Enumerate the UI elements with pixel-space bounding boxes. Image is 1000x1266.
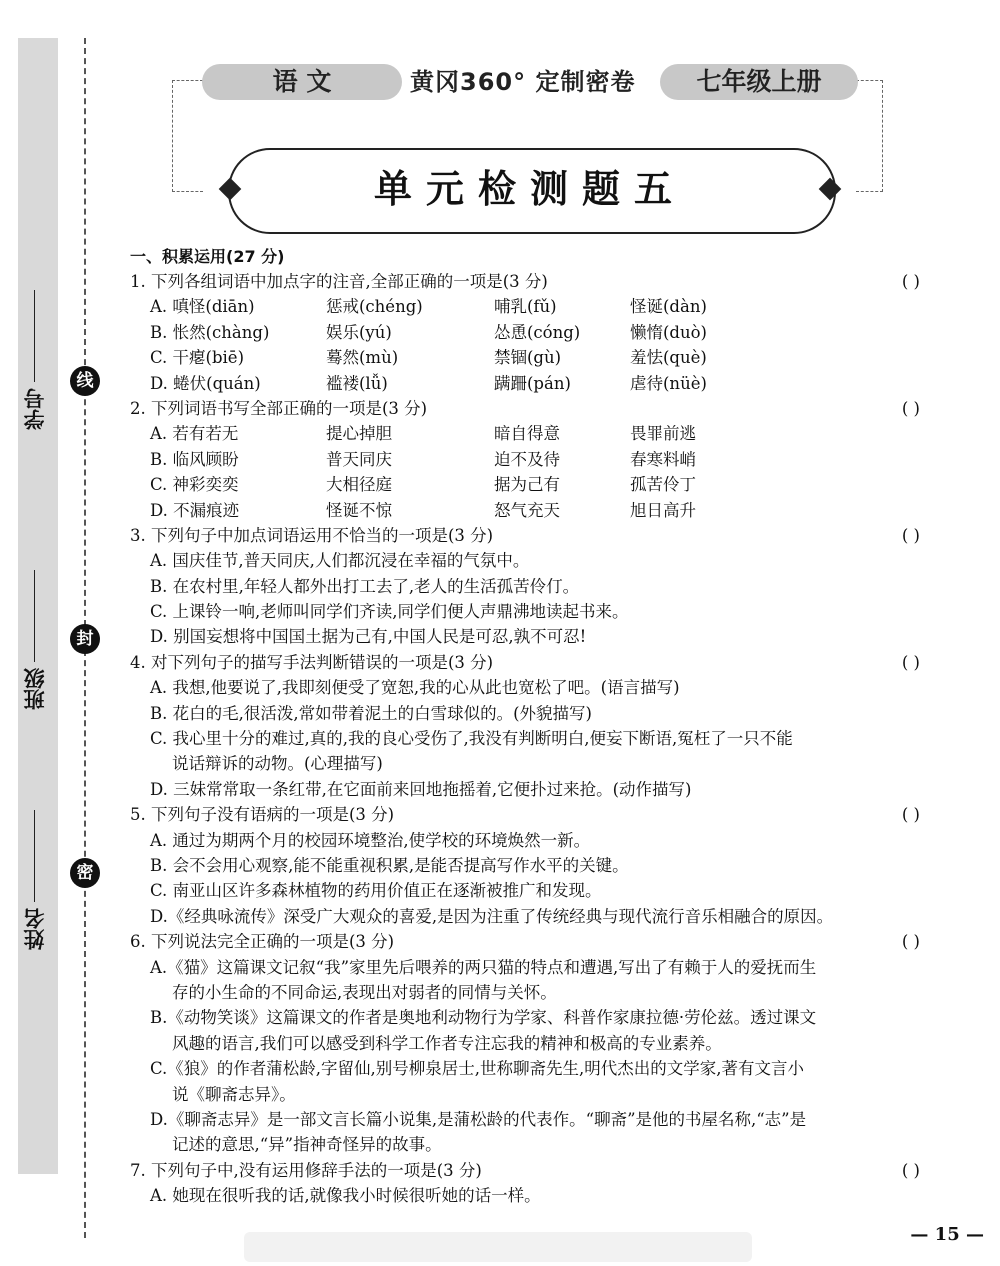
option-cell: 怒气充天 bbox=[494, 500, 560, 520]
section-title: 一、积累运用(27 分) bbox=[130, 247, 285, 266]
question-text: 3. 下列句子中加点词语运用不恰当的一项是(3 分) bbox=[130, 525, 494, 545]
option-line: D. 别国妄想将中国国土据为己有,中国人民是可忍,孰不可忍! bbox=[150, 627, 587, 647]
option-cell: 惩戒(chéng) bbox=[326, 297, 423, 317]
student-id-label: 学号 bbox=[23, 388, 47, 430]
option-cell: B. 怅然(chàng) bbox=[150, 322, 270, 342]
option-cell: 禁锢(gù) bbox=[494, 348, 562, 368]
option-line: B. 会不会用心观察,能不能重视积累,是能否提高写作水平的关键。 bbox=[150, 855, 629, 875]
option-line: C.《狼》的作者蒲松龄,字留仙,别号柳泉居士,世称聊斋先生,明代杰出的文学家,著有文言小 bbox=[150, 1059, 805, 1079]
question-text: 1. 下列各组词语中加点字的注音,全部正确的一项是(3 分) bbox=[130, 272, 548, 291]
option-line: B. 花白的毛,很活泼,常如带着泥土的白雪球似的。(外貌描写) bbox=[150, 703, 592, 723]
option-row bbox=[130, 371, 930, 396]
bottom-shade bbox=[244, 1232, 752, 1262]
option-cell: A. 若有若无 bbox=[150, 424, 239, 444]
seal-feng-icon: 封 bbox=[70, 624, 100, 654]
question-content bbox=[130, 244, 930, 1208]
option-cell: 大相径庭 bbox=[326, 475, 392, 495]
option-line: A. 通过为期两个月的校园环境整治,使学校的环境焕然一新。 bbox=[150, 830, 591, 850]
question-stem bbox=[130, 269, 930, 294]
option-line: D.《聊斋志异》是一部文言长篇小说集,是蒲松龄的代表作。“聊斋”是他的书屋名称,“志”是 bbox=[150, 1109, 807, 1129]
seal-xian-icon: 线 bbox=[70, 366, 100, 396]
option-row bbox=[130, 294, 930, 319]
question-stem bbox=[130, 396, 930, 421]
question-stem bbox=[130, 929, 930, 954]
answer-blank[interactable]: ( ) bbox=[901, 1160, 920, 1180]
question-list bbox=[130, 269, 930, 1208]
option-cell: 提心掉胆 bbox=[326, 424, 392, 444]
class-label: 班级 bbox=[23, 668, 47, 710]
page-number: — 15 — bbox=[910, 1224, 984, 1245]
option-continuation: 说《聊斋志异》。 bbox=[172, 1084, 296, 1104]
option-cell: 羞怯(què) bbox=[630, 348, 707, 368]
option-cell: 春寒料峭 bbox=[630, 449, 696, 469]
question-text: 2. 下列词语书写全部正确的一项是(3 分) bbox=[130, 398, 428, 418]
option-continuation: 记述的意思,“异”指神奇怪异的故事。 bbox=[172, 1135, 442, 1155]
option-cell: 畏罪前逃 bbox=[630, 424, 696, 444]
question-stem bbox=[130, 650, 930, 675]
option-cell: 蹒跚(pán) bbox=[494, 373, 571, 393]
name-label: 姓名 bbox=[23, 908, 47, 950]
option-cell: 虐待(nüè) bbox=[630, 373, 707, 393]
option-cell: 怪诞不惊 bbox=[326, 500, 392, 520]
option-continuation: 风趣的语言,我们可以感受到科学工作者专注忘我的精神和极高的专业素养。 bbox=[172, 1033, 722, 1053]
answer-blank[interactable]: ( ) bbox=[901, 805, 920, 825]
option-row bbox=[130, 421, 930, 446]
option-line: A. 她现在很听我的话,就像我小时候很听她的话一样。 bbox=[150, 1186, 541, 1206]
answer-blank[interactable]: ( ) bbox=[901, 932, 920, 952]
option-cell: 暗自得意 bbox=[494, 424, 560, 444]
option-cell: 怪诞(dàn) bbox=[630, 297, 707, 317]
option-cell: D. 不漏痕迹 bbox=[150, 500, 240, 520]
option-line: A. 我想,他要说了,我即刻便受了宽恕,我的心从此也宽松了吧。(语言描写) bbox=[150, 678, 680, 698]
option-line: B. 在农村里,年轻人都外出打工去了,老人的生活孤苦伶仃。 bbox=[150, 576, 580, 596]
option-line: C. 南亚山区许多森林植物的药用价值正在逐渐被推广和发现。 bbox=[150, 881, 602, 901]
option-line: B.《动物笑谈》这篇课文的作者是奥地利动物行为学家、科普作家康拉德·劳伦兹。透过课文 bbox=[150, 1008, 817, 1028]
option-row bbox=[130, 320, 930, 345]
header-bracket-left bbox=[172, 80, 203, 192]
student-id-field bbox=[20, 250, 56, 430]
brand-name: 黄冈360° 定制密卷 bbox=[410, 68, 636, 96]
question-stem bbox=[130, 523, 930, 548]
option-cell: 哺乳(fǔ) bbox=[494, 297, 557, 317]
question-stem bbox=[130, 802, 930, 827]
answer-blank[interactable]: ( ) bbox=[901, 652, 920, 672]
option-continuation: 存的小生命的不同命运,表现出对弱者的同情与关怀。 bbox=[172, 982, 557, 1002]
option-line: C. 上课铃一响,老师叫同学们齐读,同学们便人声鼎沸地读起书来。 bbox=[150, 602, 629, 622]
seal-mi-icon: 密 bbox=[70, 858, 100, 888]
option-cell: 怂恿(cóng) bbox=[494, 322, 581, 342]
option-cell: 据为己有 bbox=[494, 475, 560, 495]
grade-pill: 七年级上册 bbox=[660, 64, 858, 100]
page-title: 单元检测题五 bbox=[373, 166, 686, 211]
question-stem bbox=[130, 1158, 930, 1183]
answer-blank[interactable]: ( ) bbox=[901, 525, 920, 545]
class-field bbox=[20, 510, 56, 710]
header-bracket-right bbox=[856, 80, 883, 192]
option-row bbox=[130, 447, 930, 472]
question-text: 5. 下列句子没有语病的一项是(3 分) bbox=[130, 805, 395, 825]
option-cell: 迫不及待 bbox=[494, 449, 560, 469]
option-cell: A. 嗔怪(diān) bbox=[150, 297, 255, 317]
option-cell: 普天同庆 bbox=[326, 449, 392, 469]
option-cell: 旭日高升 bbox=[630, 500, 696, 520]
option-cell: C. 干瘪(biē) bbox=[150, 348, 245, 368]
answer-blank[interactable]: ( ) bbox=[901, 398, 920, 418]
option-cell: 蓦然(mù) bbox=[326, 348, 399, 368]
answer-blank[interactable]: ( ) bbox=[901, 272, 920, 291]
option-cell: B. 临风顾盼 bbox=[150, 449, 239, 469]
option-row bbox=[130, 345, 930, 370]
option-cell: C. 神彩奕奕 bbox=[150, 475, 239, 495]
option-continuation: 说话辩诉的动物。(心理描写) bbox=[172, 754, 383, 774]
option-line: A. 国庆佳节,普天同庆,人们都沉浸在幸福的气氛中。 bbox=[150, 551, 530, 571]
question-text: 6. 下列说法完全正确的一项是(3 分) bbox=[130, 932, 395, 952]
question-text: 7. 下列句子中,没有运用修辞手法的一项是(3 分) bbox=[130, 1160, 482, 1180]
question-text: 4. 对下列句子的描写手法判断错误的一项是(3 分) bbox=[130, 652, 494, 672]
option-cell: 褴褛(lǚ) bbox=[326, 373, 388, 393]
option-cell: 懒惰(duò) bbox=[630, 322, 707, 342]
option-cell: D. 蜷伏(quán) bbox=[150, 373, 261, 393]
option-line: A.《猫》这篇课文记叙“我”家里先后喂养的两只猫的特点和遭遇,写出了有赖于人的爱抚而生 bbox=[150, 957, 817, 977]
name-field bbox=[20, 760, 56, 950]
option-cell: 孤苦伶丁 bbox=[630, 475, 696, 495]
option-line: C. 我心里十分的难过,真的,我的良心受伤了,我没有判断明白,便妄下断语,冤枉了一只不能 bbox=[150, 729, 793, 749]
option-line: D. 三妹常常取一条红带,在它面前来回地拖摇着,它便扑过来抢。(动作描写) bbox=[150, 779, 692, 799]
subject-pill: 语 文 bbox=[202, 64, 402, 100]
option-cell: 娱乐(yú) bbox=[326, 322, 392, 342]
option-row bbox=[130, 498, 930, 523]
option-row bbox=[130, 472, 930, 497]
option-line: D.《经典咏流传》深受广大观众的喜爱,是因为注重了传统经典与现代流行音乐相融合的原因。 bbox=[150, 906, 834, 926]
